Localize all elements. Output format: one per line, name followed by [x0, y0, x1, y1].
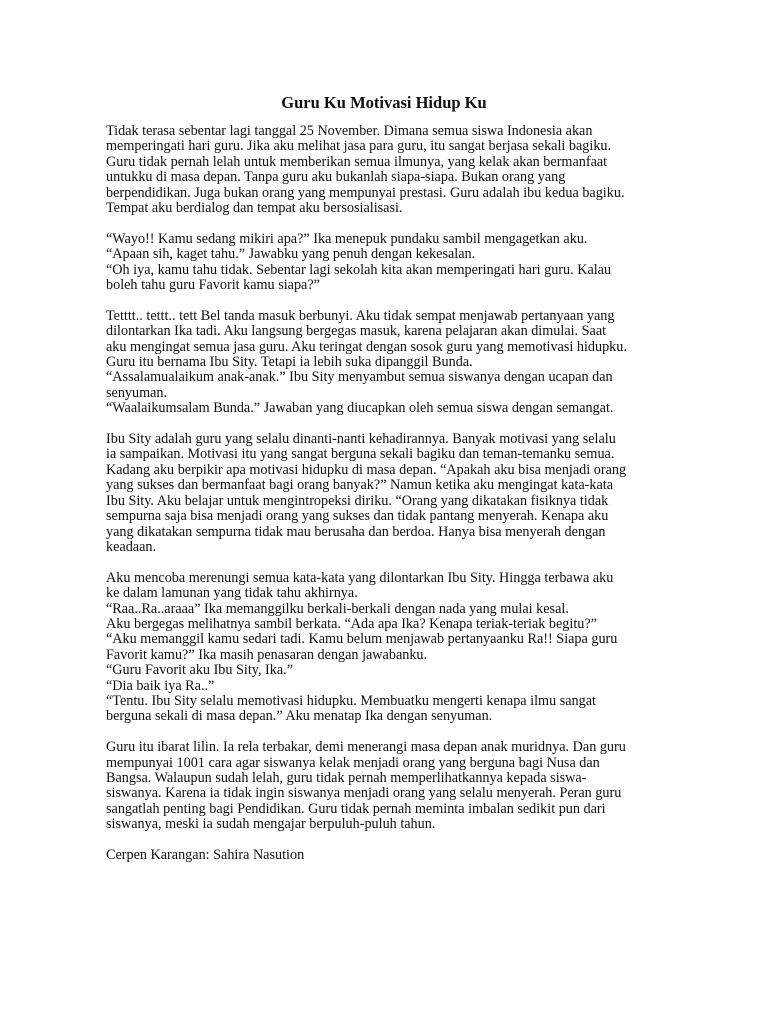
text-line: Tidak terasa sebentar lagi tanggal 25 November. Dimana semua siswa Indonesia akan [106, 123, 593, 139]
text-line: yang sukses dan bermanfaat bagi orang banyak?” Namun ketika aku mengingat kata-kata [106, 477, 614, 494]
text-line: siswanya, meski ia sudah mengajar berpuluh-puluh tahun. [106, 816, 436, 833]
text-line: berguna sekali di masa depan.” Aku menatap Ika dengan senyuman. [106, 708, 493, 725]
text-line: aku mengingat semua jasa guru. Aku teringat dengan sosok guru yang memotivasi hidupku. [106, 338, 627, 355]
text-line: “Guru Favorit aku Ibu Sity, Ika.” [106, 662, 294, 679]
text-line: Guru itu ibarat lilin. Ia rela terbakar, demi menerangi masa depan anak muridnya. Dan guru [106, 739, 626, 756]
paragraph [106, 571, 676, 725]
text-line: “Aku memanggil kamu sedari tadi. Kamu belum menjawab pertanyaanku Ra!! Siapa guru [106, 631, 618, 648]
paragraph [106, 309, 676, 417]
text-line: dilontarkan Ika tadi. Aku langsung bergegas masuk, karena pelajaran akan dimulai. Saat [106, 323, 607, 340]
text-line: Ibu Sity adalah guru yang selalu dinanti-nanti kehadirannya. Banyak motivasi yang selalu [106, 431, 616, 448]
paragraph [106, 232, 676, 294]
text-line: sempurna saja bisa menjadi orang yang sukses dan tidak pantang menyerah. Kenapa aku [106, 508, 609, 525]
text-line: Ibu Sity. Aku belajar untuk mengintropeksi diriku. “Orang yang dikatakan fisiknya tidak [106, 492, 609, 509]
paragraph [106, 432, 676, 555]
text-line: “Oh iya, kamu tahu tidak. Sebentar lagi sekolah kita akan memperingati hari guru. Kalau [106, 261, 612, 278]
text-line: Guru tidak pernah lelah untuk memberikan semua ilmunya, yang kelak akan bermanfaat [106, 153, 608, 170]
text-line: keadaan. [106, 538, 157, 555]
paragraph [106, 848, 676, 863]
text-line: “Tentu. Ibu Sity selalu memotivasi hidupku. Membuatku mengerti kenapa ilmu sangat [106, 692, 596, 709]
text-line: “Dia baik iya Ra..” [106, 677, 215, 694]
paragraph [106, 124, 676, 216]
text-line: Cerpen Karangan: Sahira Nasution [106, 847, 305, 863]
document-title: Guru Ku Motivasi Hidup Ku [281, 93, 487, 112]
text-line: “Raa..Ra..araaa” Ika memanggilku berkali-berkali dengan nada yang mulai kesal. [106, 600, 569, 617]
text-line: memperingati hari guru. Jika aku melihat jasa para guru, itu sangat berjasa sekali bagiku. [106, 138, 612, 155]
paragraph [106, 740, 676, 832]
text-line: Kadang aku berpikir apa motivasi hidupku di masa depan. “Apakah aku bisa menjadi orang [106, 461, 627, 478]
text-line: boleh tahu guru Favorit kamu siapa?” [106, 277, 320, 294]
text-line: “Apaan sih, kaget tahu.” Jawabku yang penuh dengan kekesalan. [106, 246, 476, 263]
text-line: sangatlah penting bagi Pendidikan. Guru tidak pernah meminta imbalan sedikit pun dari [106, 800, 606, 817]
text-line: mempunyai 1001 cara agar siswanya kelak menjadi orang yang berguna bagi Nusa dan [106, 754, 600, 771]
document-body [106, 124, 676, 879]
text-line: “Assalamualaikum anak-anak.” Ibu Sity menyambut semua siswanya dengan ucapan dan [106, 369, 613, 386]
text-line: Aku mencoba merenungi semua kata-kata yang dilontarkan Ibu Sity. Hingga terbawa aku [106, 569, 614, 586]
text-line: yang dikatakan sempurna tidak mau berusaha dan berdoa. Hanya bisa menyerah dengan [106, 523, 606, 540]
text-line: Guru itu bernama Ibu Sity. Tetapi ia lebih suka dipanggil Bunda. [106, 354, 473, 371]
text-line: Tetttt.. tettt.. tett Bel tanda masuk berbunyi. Aku tidak sempat menjawab pertanyaan yang [106, 307, 615, 324]
text-line: “Wayo!! Kamu sedang mikiri apa?” Ika menepuk pundaku sambil mengagetkan aku. [106, 230, 588, 247]
text-line: ke dalam lamunan yang tidak tahu akhirnya. [106, 585, 358, 602]
text-line: Aku bergegas melihatnya sambil berkata. “Ada apa Ika? Kenapa teriak-teriak begitu?” [106, 615, 597, 632]
text-line: ia sampaikan. Motivasi itu yang sangat berguna sekali bagiku dan teman-temanku semua. [106, 446, 615, 463]
text-line: Tempat aku berdialog dan tempat aku bersosialisasi. [106, 200, 403, 217]
text-line: Favorit kamu?” Ika masih penasaran dengan jawabanku. [106, 646, 428, 663]
text-line: berpendidikan. Juga bukan orang yang mempunyai prestasi. Guru adalah ibu kedua bagiku. [106, 184, 625, 201]
text-line: untukku di masa depan. Tanpa guru aku bukanlah siapa-siapa. Bukan orang yang [106, 169, 566, 186]
text-line: siswanya. Karena ia tidak ingin siswanya menjadi orang yang selalu menyerah. Peran guru [106, 785, 622, 802]
text-line: Bangsa. Walaupun sudah lelah, guru tidak pernah memperlihatkannya kepada siswa- [106, 769, 587, 786]
text-line: senyuman. [106, 384, 168, 401]
text-line: “Waalaikumsalam Bunda.” Jawaban yang diucapkan oleh semua siswa dengan semangat. [106, 400, 614, 417]
